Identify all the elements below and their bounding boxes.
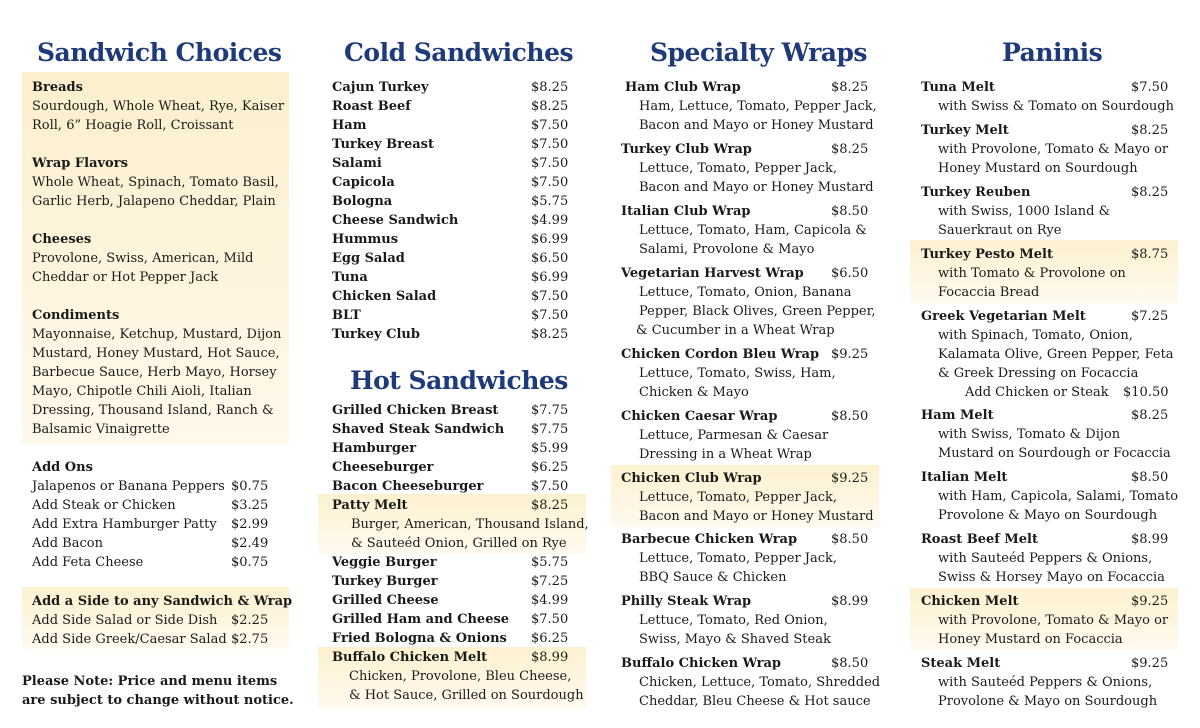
menu-item-desc: & Greek Dressing on Focaccia: [938, 366, 1139, 381]
menu-item-price: $8.25: [531, 80, 569, 95]
menu-item-desc: Lettuce, Parmesan & Caesar: [639, 428, 829, 443]
menu-item-name: BLT: [332, 308, 361, 323]
menu-item-name: Buffalo Chicken Wrap: [621, 656, 781, 671]
menu-item-desc: with Ham, Capicola, Salami, Tomato: [938, 489, 1179, 504]
menu-item-price: $7.50: [531, 308, 569, 323]
menu-item-desc: Lettuce, Tomato, Pepper Jack,: [639, 551, 838, 566]
cheeses-line: Cheddar or Hot Pepper Jack: [32, 270, 219, 285]
menu-item-desc: with Sauteéd Peppers & Onions,: [938, 551, 1153, 566]
addon-name: Add Extra Hamburger Patty: [32, 517, 217, 532]
menu-item-desc: Lettuce, Tomato, Pepper Jack,: [639, 490, 838, 505]
addon-price: $2.99: [231, 517, 269, 532]
menu-item-price: $7.25: [1131, 309, 1169, 324]
menu-item-price: $8.25: [531, 498, 569, 513]
cheeses-label: Cheeses: [32, 232, 92, 247]
menu-item-price: $8.25: [531, 327, 569, 342]
menu-item-price: $8.50: [831, 656, 869, 671]
menu-item-name: Fried Bologna & Onions: [332, 631, 507, 646]
menu-item-price: $4.99: [531, 213, 569, 228]
menu-item-desc: Cheddar, Bleu Cheese & Hot sauce: [639, 694, 871, 709]
menu-item-name: Steak Melt: [921, 656, 1001, 671]
addon-name: Add Chicken or Steak: [965, 385, 1109, 400]
side-name: Add Side Greek/Caesar Salad: [32, 632, 227, 647]
menu-item-name: Hummus: [332, 232, 399, 247]
price-note: Please Note: Price and menu items: [22, 674, 278, 689]
menu-item-desc: Swiss & Horsey Mayo on Focaccia: [938, 570, 1165, 585]
addon-price: $10.50: [1123, 385, 1169, 400]
menu-item-desc: & Hot Sauce, Grilled on Sourdough: [349, 688, 584, 703]
condiments-line: Barbecue Sauce, Herb Mayo, Horsey: [32, 365, 277, 380]
menu-item-price: $5.99: [531, 441, 569, 456]
menu-item-name: Egg Salad: [332, 251, 405, 266]
menu-item-desc: Chicken, Lettuce, Tomato, Shredded: [639, 675, 881, 690]
price-note: are subject to change without notice.: [22, 693, 294, 708]
menu-item-price: $6.99: [531, 270, 569, 285]
menu-item-name: Tuna: [332, 270, 368, 285]
menu-item-price: $8.50: [831, 409, 869, 424]
menu-item-desc: Honey Mustard on Sourdough: [938, 161, 1138, 176]
addon-price: $3.25: [231, 498, 269, 513]
menu-item-desc: Pepper, Black Olives, Green Pepper,: [639, 304, 876, 319]
menu-item-name: Capicola: [332, 175, 395, 190]
menu-item-price: $7.50: [531, 479, 569, 494]
menu-item-desc: Sauerkraut on Rye: [938, 223, 1062, 238]
side-price: $2.25: [231, 613, 269, 628]
menu-item-price: $9.25: [831, 471, 869, 486]
menu-item-price: $7.25: [531, 574, 569, 589]
menu-item-price: $5.75: [531, 555, 569, 570]
specialty-wraps-title: Specialty Wraps: [650, 38, 868, 67]
menu-item-price: $8.25: [1131, 185, 1169, 200]
menu-item-name: Greek Vegetarian Melt: [921, 309, 1086, 324]
menu-item-desc: with Tomato & Provolone on: [938, 266, 1126, 281]
menu-item-price: $7.75: [531, 422, 569, 437]
menu-item-desc: Bacon and Mayo or Honey Mustard: [639, 118, 874, 133]
menu-item-name: Bologna: [332, 194, 393, 209]
menu-item-price: $7.50: [1131, 80, 1169, 95]
menu-item-name: Roast Beef Melt: [921, 532, 1038, 547]
menu-item-price: $6.50: [531, 251, 569, 266]
menu-item-desc: with Provolone, Tomato & Mayo or: [938, 142, 1169, 157]
breads-line: Sourdough, Whole Wheat, Rye, Kaiser: [32, 99, 285, 114]
menu-item-name: Italian Melt: [921, 470, 1008, 485]
menu-item-name: Philly Steak Wrap: [621, 594, 752, 609]
menu-item-price: $7.75: [531, 403, 569, 418]
paninis-title: Paninis: [1002, 38, 1103, 67]
menu-item-name: Grilled Chicken Breast: [332, 403, 499, 418]
menu-item-desc: Dressing in a Wheat Wrap: [639, 447, 812, 462]
menu-item-desc: Chicken, Provolone, Bleu Cheese,: [349, 669, 572, 684]
menu-item-price: $9.25: [1131, 656, 1169, 671]
menu-item-desc: Lettuce, Tomato, Pepper Jack,: [639, 161, 838, 176]
menu-item-name: Buffalo Chicken Melt: [332, 650, 488, 665]
condiments-line: Balsamic Vinaigrette: [32, 422, 170, 437]
menu-item-desc: Bacon and Mayo or Honey Mustard: [639, 509, 874, 524]
menu-item-name: Shaved Steak Sandwich: [332, 422, 505, 437]
condiments-line: Mayonnaise, Ketchup, Mustard, Dijon: [32, 327, 282, 342]
menu-item-price: $5.75: [531, 194, 569, 209]
menu-item-desc: Salami, Provolone & Mayo: [639, 242, 815, 257]
condiments-line: Dressing, Thousand Island, Ranch &: [32, 403, 274, 418]
menu-item-desc: with Spinach, Tomato, Onion,: [938, 328, 1133, 343]
sandwich-choices-title: Sandwich Choices: [37, 38, 282, 67]
menu-item-price: $8.25: [831, 80, 869, 95]
side-price: $2.75: [231, 632, 269, 647]
menu-item-desc: Provolone & Mayo on Sourdough: [938, 508, 1158, 523]
menu-item-desc: Burger, American, Thousand Island,: [351, 517, 589, 532]
addon-name: Add Bacon: [32, 536, 103, 551]
wraps-label: Wrap Flavors: [32, 156, 128, 171]
menu-item-name: Chicken Cordon Bleu Wrap: [621, 347, 820, 362]
menu-item-price: $6.99: [531, 232, 569, 247]
side-name: Add Side Salad or Side Dish: [32, 613, 218, 628]
menu-item-desc: Lettuce, Tomato, Swiss, Ham,: [639, 366, 836, 381]
addon-price: $2.49: [231, 536, 269, 551]
menu-item-name: Tuna Melt: [921, 80, 995, 95]
menu-item-desc: Ham, Lettuce, Tomato, Pepper Jack,: [639, 99, 877, 114]
menu-item-name: Patty Melt: [332, 498, 408, 513]
menu-item-name: Turkey Pesto Melt: [921, 247, 1053, 262]
menu-item-price: $7.50: [531, 118, 569, 133]
breads-label: Breads: [32, 80, 83, 95]
menu-item-name: Chicken Salad: [332, 289, 437, 304]
menu-item-price: $4.99: [531, 593, 569, 608]
menu-item-price: $6.25: [531, 460, 569, 475]
menu-item-desc: Lettuce, Tomato, Red Onion,: [639, 613, 828, 628]
menu-item-desc: Provolone & Mayo on Sourdough: [938, 694, 1158, 709]
menu-item-name: Salami: [332, 156, 382, 171]
menu-item-price: $6.25: [531, 631, 569, 646]
condiments-line: Mayo, Chipotle Chili Aioli, Italian: [32, 384, 252, 399]
menu-item-price: $8.99: [1131, 532, 1169, 547]
menu-item-desc: & Cucumber in a Wheat Wrap: [636, 323, 835, 338]
menu-item-price: $7.50: [531, 137, 569, 152]
menu-item-name: Cheeseburger: [332, 460, 434, 475]
menu-item-desc: Lettuce, Tomato, Ham, Capicola &: [639, 223, 867, 238]
menu-item-name: Turkey Club: [332, 327, 420, 342]
menu-item-name: Chicken Club Wrap: [621, 471, 762, 486]
addon-price: $0.75: [231, 555, 269, 570]
menu-item-desc: Swiss, Mayo & Shaved Steak: [639, 632, 831, 647]
menu-item-price: $8.50: [1131, 470, 1169, 485]
menu-item-desc: Kalamata Olive, Green Pepper, Feta: [938, 347, 1174, 362]
wraps-line: Garlic Herb, Jalapeno Cheddar, Plain: [32, 194, 276, 209]
breads-line: Roll, 6” Hoagie Roll, Croissant: [32, 118, 234, 133]
menu-item-desc: Focaccia Bread: [938, 285, 1040, 300]
menu-item-price: $9.25: [831, 347, 869, 362]
menu-item-price: $6.50: [831, 266, 869, 281]
menu-item-name: Turkey Melt: [921, 123, 1009, 138]
menu-item-name: Ham Club Wrap: [625, 80, 741, 95]
menu-item-name: Cheese Sandwich: [332, 213, 459, 228]
menu-item-name: Vegetarian Harvest Wrap: [621, 266, 804, 281]
menu-item-name: Roast Beef: [332, 99, 411, 114]
condiments-label: Condiments: [32, 308, 120, 323]
menu-item-name: Turkey Reuben: [921, 185, 1031, 200]
cold-sandwiches-title: Cold Sandwiches: [344, 38, 574, 67]
menu-item-price: $8.75: [1131, 247, 1169, 262]
menu-item-desc: Bacon and Mayo or Honey Mustard: [639, 180, 874, 195]
addon-price: $0.75: [231, 479, 269, 494]
menu-item-price: $8.25: [531, 99, 569, 114]
menu-item-desc: with Swiss, Tomato & Dijon: [938, 427, 1121, 442]
menu-item-desc: Honey Mustard on Focaccia: [938, 632, 1123, 647]
menu-item-desc: Chicken & Mayo: [639, 385, 749, 400]
menu-item-name: Chicken Melt: [921, 594, 1019, 609]
menu-item-desc: Lettuce, Tomato, Onion, Banana: [639, 285, 852, 300]
menu-item-name: Ham: [332, 118, 367, 133]
side-label: Add a Side to any Sandwich & Wrap: [32, 594, 293, 609]
menu-item-name: Turkey Club Wrap: [621, 142, 752, 157]
menu-item-price: $7.50: [531, 175, 569, 190]
addon-name: Add Feta Cheese: [32, 555, 144, 570]
condiments-line: Mustard, Honey Mustard, Hot Sauce,: [32, 346, 280, 361]
menu-item-desc: & Sauteéd Onion, Grilled on Rye: [351, 536, 567, 551]
menu-item-price: $8.25: [1131, 408, 1169, 423]
menu-item-name: Chicken Caesar Wrap: [621, 409, 778, 424]
menu-item-price: $8.50: [831, 532, 869, 547]
addon-name: Add Steak or Chicken: [32, 498, 176, 513]
addons-label: Add Ons: [32, 460, 93, 475]
menu-item-name: Grilled Ham and Cheese: [332, 612, 510, 627]
menu-item-name: Bacon Cheeseburger: [332, 479, 484, 494]
menu-item-desc: BBQ Sauce & Chicken: [639, 570, 787, 585]
addon-name: Jalapenos or Banana Peppers: [32, 479, 225, 494]
menu-item-price: $7.50: [531, 156, 569, 171]
menu-item-price: $9.25: [1131, 594, 1169, 609]
wraps-line: Whole Wheat, Spinach, Tomato Basil,: [32, 175, 279, 190]
menu-item-price: $8.50: [831, 204, 869, 219]
menu-item-desc: with Swiss & Tomato on Sourdough: [938, 99, 1174, 114]
menu-item-desc: with Provolone, Tomato & Mayo or: [938, 613, 1169, 628]
menu-item-price: $7.50: [531, 612, 569, 627]
menu-item-desc: Mustard on Sourdough or Focaccia: [938, 446, 1171, 461]
menu-item-price: $8.25: [831, 142, 869, 157]
menu-item-name: Turkey Burger: [332, 574, 438, 589]
menu-item-name: Ham Melt: [921, 408, 994, 423]
menu-item-name: Grilled Cheese: [332, 593, 439, 608]
hot-sandwiches-title: Hot Sandwiches: [350, 366, 568, 395]
menu-item-price: $7.50: [531, 289, 569, 304]
menu-item-name: Cajun Turkey: [332, 80, 429, 95]
menu-item-name: Turkey Breast: [332, 137, 434, 152]
menu-item-price: $8.25: [1131, 123, 1169, 138]
menu-item-desc: with Sauteéd Peppers & Onions,: [938, 675, 1153, 690]
cheeses-line: Provolone, Swiss, American, Mild: [32, 251, 254, 266]
menu-item-desc: with Swiss, 1000 Island &: [938, 204, 1111, 219]
menu-item-name: Barbecue Chicken Wrap: [621, 532, 798, 547]
menu-item-price: $8.99: [831, 594, 869, 609]
menu-item-name: Hamburger: [332, 441, 417, 456]
menu-item-name: Italian Club Wrap: [621, 204, 751, 219]
menu-item-name: Veggie Burger: [332, 555, 437, 570]
menu-item-price: $8.99: [531, 650, 569, 665]
